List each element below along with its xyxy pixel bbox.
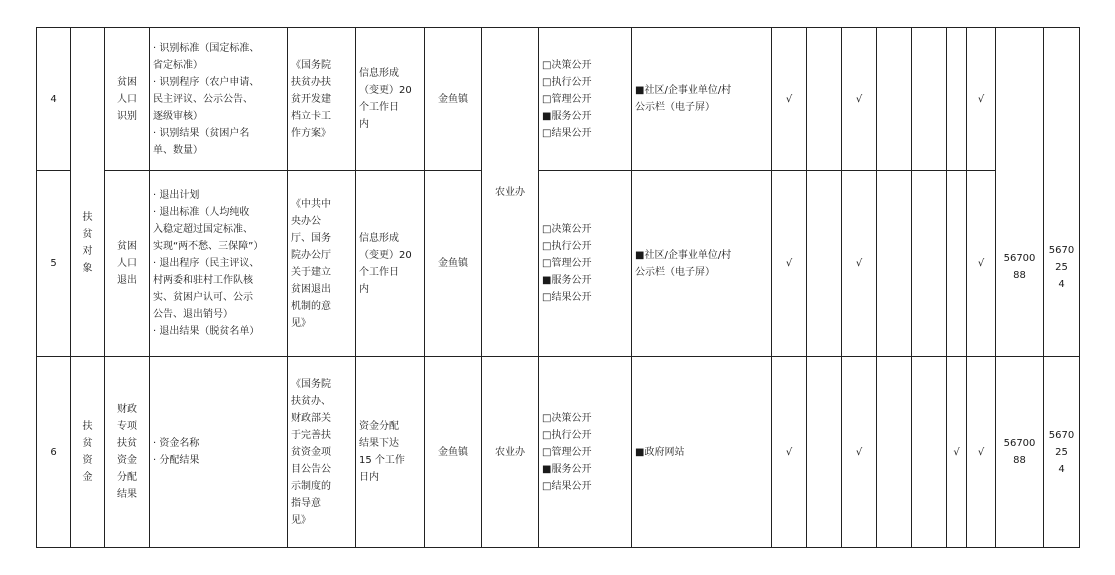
item-name [105,28,150,171]
text-line: 退出 [117,275,137,286]
check-cell: √ [947,357,967,548]
text-line: 88 [1013,455,1026,466]
table-row [37,171,1080,357]
text-line: 省定标准） [153,59,203,71]
check-cell [807,357,842,548]
check-cell: √ [967,357,996,548]
text-line: 结果 [117,489,137,500]
check-cell [877,357,912,548]
text-line: 实现“两不愁、三保障”） [153,241,264,252]
text-line: □管理公开 [542,258,592,269]
text-line: 入稳定超过国定标准、 [153,224,253,235]
check-cell [877,171,912,357]
text-line: 内 [359,119,369,130]
check-cell: √ [967,28,996,171]
text-line: 信息形成 [359,68,399,79]
text-line: 贫困退出 [291,283,331,295]
basis [288,171,356,357]
table-row [37,28,1080,171]
text-line: 民主评议、公示公告、 [153,93,253,105]
text-line: □执行公开 [542,429,592,441]
open-types [539,357,632,548]
check-cell: √ [772,28,807,171]
text-line: □管理公开 [542,93,592,105]
text-line: 信息形成 [359,232,399,244]
category-top-cell [71,28,105,171]
dept-merged: 农业办 [482,28,539,357]
text-line: 贫 [82,438,93,449]
channel [632,357,772,548]
disclosure-table [36,27,1080,548]
text-line: （变更）20 [359,85,412,96]
text-line: 院办公厅 [291,249,331,261]
text-line: 88 [1013,270,1026,281]
text-line: 实、贫困户认可、公示 [153,292,253,303]
text-line: 逐级审核） [153,110,203,122]
basis [288,357,356,548]
disclosure-content [150,357,288,548]
text-line: 贫困 [117,76,137,88]
check-cell [807,171,842,357]
basis [288,28,356,171]
text-line: 内 [359,283,369,295]
text-line: 关于建立 [291,266,331,278]
town: 金鱼镇 [425,357,482,548]
text-line: 厅、国务 [291,232,331,244]
text-line: 央办公 [291,215,321,227]
row-number: 4 [37,28,71,171]
text-line: 金 [82,472,93,483]
channel [632,28,772,171]
text-line: 567025 [1048,429,1075,458]
time-limit [356,28,425,171]
text-line: ■服务公开 [542,463,592,475]
text-line: ■服务公开 [542,110,592,122]
text-line: □决策公开 [542,59,592,71]
spacer-cell [912,357,947,548]
text-line: 个工作日 [359,102,399,113]
text-line: 村两委和驻村工作队核 [153,275,253,286]
row-number: 6 [37,357,71,548]
text-line: 财政部关 [291,412,331,424]
text-line: 贫开发建 [291,93,331,105]
text-line: 15 个工作 [359,455,405,466]
text-line: 个工作日 [359,266,399,278]
channel [632,171,772,357]
text-line: 贫 [82,229,93,241]
row-number: 5 [37,171,71,357]
text-line: ■服务公开 [542,275,592,286]
text-line: □决策公开 [542,224,592,235]
check-cell: √ [772,357,807,548]
text-line: 指导意 [291,497,321,509]
text-line: · 退出程序（民主评议、 [153,258,260,269]
open-types [539,28,632,171]
check-cell: √ [842,357,877,548]
text-line: 财政 [117,404,137,415]
text-line: 567025 [1048,244,1075,273]
text-line: □执行公开 [542,241,592,252]
check-cell [877,28,912,171]
text-line: · 资金名称 [153,438,200,449]
phone-1 [996,357,1044,548]
text-line: □结果公开 [542,292,592,303]
text-line: 资 [82,455,93,466]
spacer-cell [947,28,967,171]
text-line: · 退出标准（人均纯收 [153,207,250,218]
disclosure-content [150,28,288,171]
text-line: 对 [82,246,93,258]
disclosure-content [150,171,288,357]
check-cell [912,28,947,171]
check-cell: √ [967,171,996,357]
text-line: · 识别标准（国定标准、 [153,42,260,54]
open-types [539,171,632,357]
text-line: 扶贫办扶 [291,76,331,88]
text-line: 公示栏（电子屏） [635,266,715,278]
text-line: 目公告公 [291,463,331,475]
text-line: 扶贫办、 [291,395,331,407]
text-line: ■社区/企事业单位/村 [635,85,732,96]
text-line: 机制的意 [291,300,331,312]
text-line: 示制度的 [291,480,331,492]
text-line: 《中共中 [291,198,331,210]
phone-merged-2 [1044,28,1080,357]
text-line: 资金分配 [359,421,399,432]
phone-2 [1044,357,1080,548]
text-line: 识别 [117,110,137,122]
check-cell [807,28,842,171]
town: 金鱼镇 [425,171,482,357]
text-line: （变更）20 [359,249,412,261]
text-line: □执行公开 [542,76,592,88]
text-line: · 分配结果 [153,455,200,466]
text-line: 56700 [1003,438,1036,449]
text-line: 贫资金项 [291,446,331,458]
text-line: ■社区/企事业单位/村 [635,249,732,261]
text-line: 日内 [359,472,379,483]
text-line: □结果公开 [542,127,592,139]
item-name [105,357,150,548]
text-line: 人口 [117,258,137,269]
text-line: · 识别结果（贫困户名 [153,127,250,139]
phone-merged-1 [996,28,1044,357]
text-line: □管理公开 [542,446,592,458]
text-line: 公告、退出销号） [153,309,233,320]
text-line: · 识别程序（农户申请、 [153,76,260,88]
text-line: □结果公开 [542,480,592,492]
text-line: 扶 [82,421,93,432]
text-line: 象 [82,263,93,275]
text-line: 公示栏（电子屏） [635,102,715,113]
text-line: □决策公开 [542,412,592,424]
check-cell: √ [772,171,807,357]
text-line: · 退出计划 [153,190,200,201]
text-line: 《国务院 [291,59,331,71]
text-line: 作方案》 [291,127,331,139]
text-line: 单、数量） [153,144,203,156]
text-line: 见》 [291,514,311,526]
text-line: 4 [1058,463,1065,475]
check-cell [912,171,947,357]
text-line: 结果下达 [359,438,399,449]
spacer-cell [947,171,967,357]
check-cell: √ [842,171,877,357]
time-limit [356,357,425,548]
dept: 农业办 [482,357,539,548]
text-line: · 退出结果（脱贫名单） [153,326,260,337]
text-line: 分配 [117,472,137,483]
text-line: 贫困 [117,241,137,252]
item-name [105,171,150,357]
time-limit [356,171,425,357]
text-line: 扶贫 [117,438,137,449]
text-line: 专项 [117,421,137,432]
text-line: 见》 [291,317,311,329]
text-line: 《国务院 [291,378,331,390]
category-merged [71,151,105,337]
text-line: 资金 [117,455,137,466]
town: 金鱼镇 [425,28,482,171]
table-row [37,357,1080,548]
text-line: 档立卡工 [291,110,331,122]
text-line: ■政府网站 [635,446,685,458]
text-line: 扶 [82,212,93,224]
text-line: 4 [1058,278,1065,290]
text-line: 于完善扶 [291,429,331,441]
category [71,357,105,548]
text-line: 人口 [117,93,137,105]
check-cell: √ [842,28,877,171]
text-line: 56700 [1003,253,1036,264]
